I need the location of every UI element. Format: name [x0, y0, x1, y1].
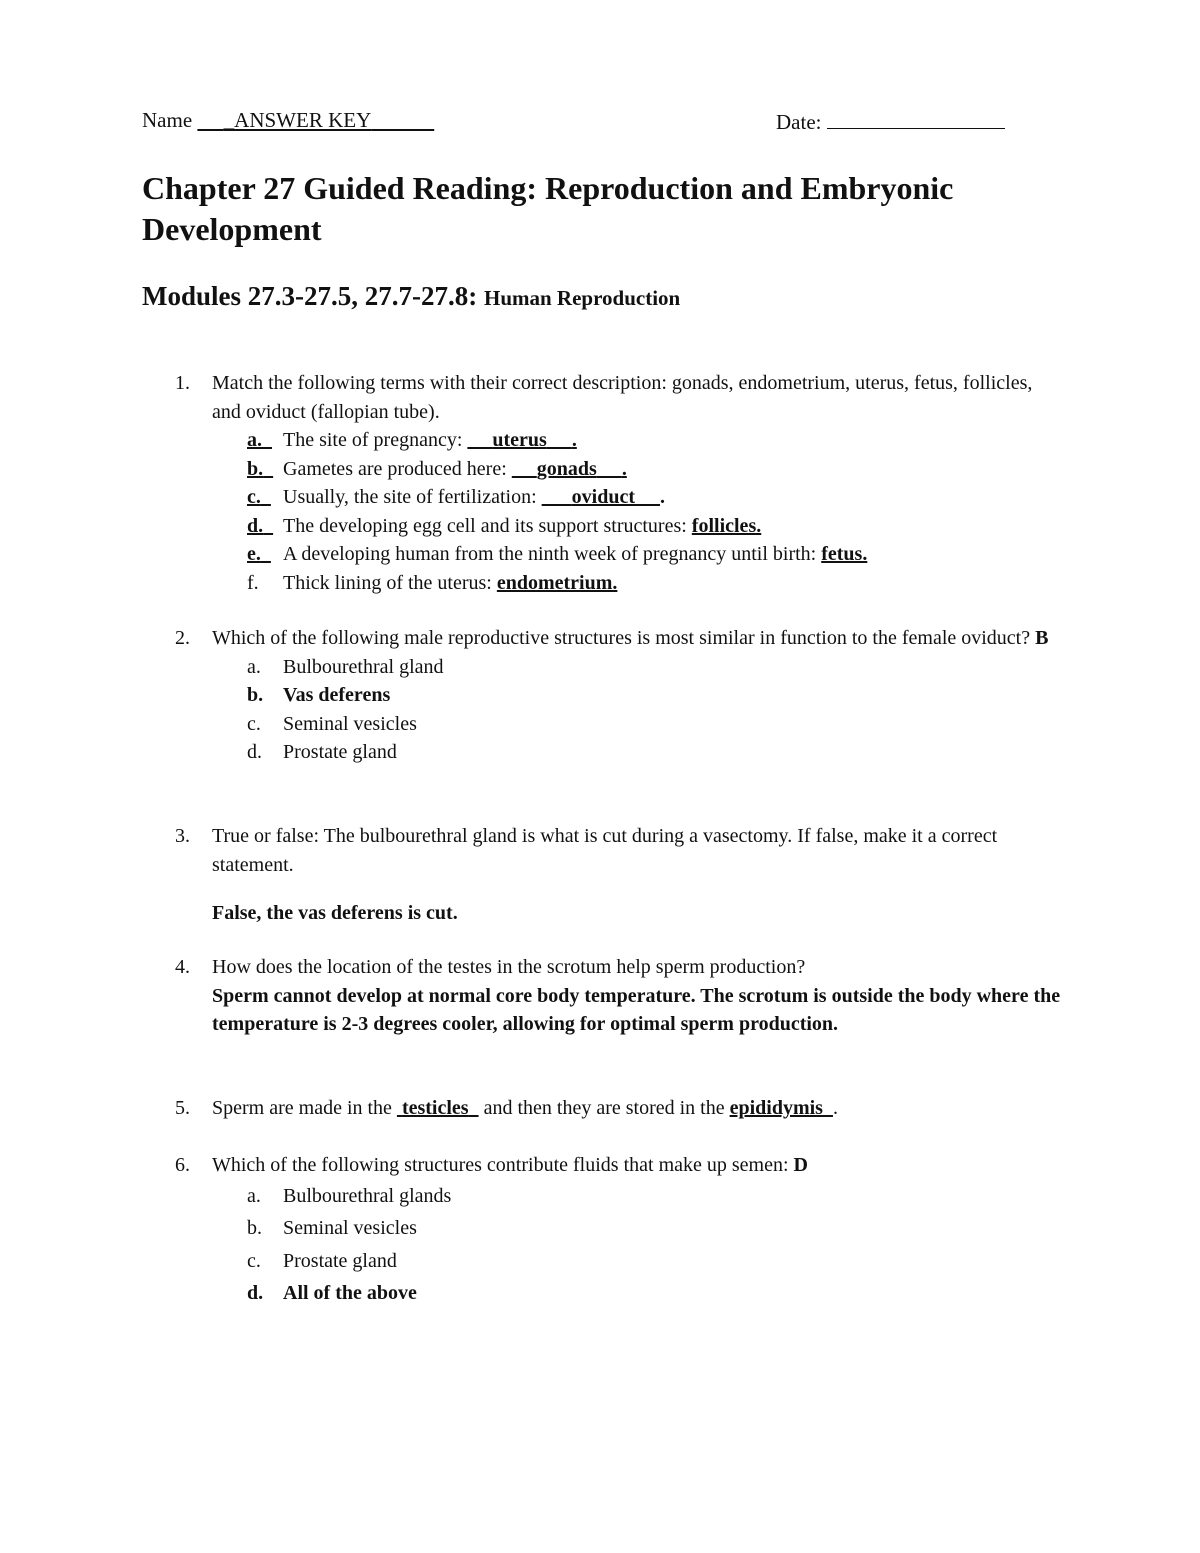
date-label: Date: — [776, 110, 822, 134]
name-field — [142, 108, 434, 133]
question-number: 2. — [175, 627, 190, 649]
match-item: e. A developing human from the ninth week of pregnancy until birth: fetus. — [247, 543, 868, 565]
page-title: Chapter 27 Guided Reading: Reproduction and Embryonic Development — [142, 170, 954, 247]
question-prompt: True or false: The bulbourethral gland is what is cut during a vasectomy. If false, make it a correct statement. — [212, 825, 998, 876]
question-number: 3. — [175, 825, 190, 847]
question-number: 6. — [175, 1154, 190, 1176]
answer: gonads . — [536, 457, 627, 480]
question-prompt: Sperm are made in the testicles and then they are stored in the epididymis . — [212, 1097, 838, 1119]
date-field — [776, 108, 1005, 135]
answer: fetus. — [821, 543, 868, 565]
date-blank — [827, 108, 1005, 129]
option-item: c. Seminal vesicles — [247, 712, 417, 735]
name-value: _ANSWER KEY — [223, 108, 372, 132]
match-item: d. The developing egg cell and its support structures: follicles. — [247, 514, 762, 537]
question-3 — [142, 822, 1062, 928]
answer: uterus . — [492, 429, 577, 451]
name-label: Name — [142, 108, 193, 132]
question-1 — [142, 369, 1062, 597]
option-list — [247, 1180, 1062, 1310]
question-prompt: Which of the following male reproductive structures is most similar in function to the female oviduct? B — [212, 627, 1049, 649]
answer-1: testicles — [401, 1097, 469, 1119]
answer: Sperm cannot develop at normal core body temperature. The scrotum is outside the body where the temperature is 2-3 degrees cooler, allowing for optimal sperm production. — [212, 984, 1061, 1035]
topic-label: Human Reproduction — [483, 286, 681, 310]
question-number: 4. — [175, 956, 190, 978]
question-prompt: How does the location of the testes in the scrotum help sperm production? — [212, 956, 806, 978]
option-item-correct: d. All of the above — [247, 1282, 417, 1304]
answer: B — [1035, 627, 1049, 649]
option-item: b. Seminal vesicles — [247, 1217, 417, 1239]
question-number: 1. — [175, 372, 190, 394]
section-subtitle — [142, 281, 680, 312]
option-list — [247, 653, 1062, 767]
match-item: b. Gametes are produced here: gonads . — [247, 457, 627, 480]
question-5 — [142, 1094, 1062, 1123]
match-item: c. Usually, the site of fertilization: oviduct . — [247, 486, 665, 508]
question-number: 5. — [175, 1097, 190, 1119]
answer-2: epididymis — [729, 1097, 823, 1119]
match-list — [247, 426, 1062, 597]
answer: oviduct — [571, 486, 635, 508]
question-2 — [142, 624, 1062, 767]
match-item: a. The site of pregnancy: uterus . — [247, 429, 577, 451]
question-6 — [142, 1151, 1062, 1310]
option-item: a. Bulbourethral gland — [247, 655, 444, 678]
answer: follicles. — [691, 514, 762, 537]
match-item: f. Thick lining of the uterus: endometrium. — [247, 571, 618, 594]
modules-label: Modules 27.3-27.5, 27.7-27.8: — [142, 281, 478, 311]
question-4 — [142, 953, 1062, 1039]
question-prompt: Which of the following structures contribute fluids that make up semen: D — [212, 1154, 808, 1176]
answer: endometrium. — [496, 571, 618, 594]
option-item: d. Prostate gland — [247, 741, 397, 763]
answer: False, the vas deferens is cut. — [212, 902, 458, 924]
question-prompt: Match the following terms with their correct description: gonads, endometrium, uterus, fetus, follicles, and oviduct (fallopian tube). — [212, 372, 1033, 423]
option-item: c. Prostate gland — [247, 1249, 397, 1272]
option-item-correct: b. Vas deferens — [247, 684, 391, 706]
option-item: a. Bulbourethral glands — [247, 1184, 452, 1207]
answer: D — [793, 1154, 808, 1176]
